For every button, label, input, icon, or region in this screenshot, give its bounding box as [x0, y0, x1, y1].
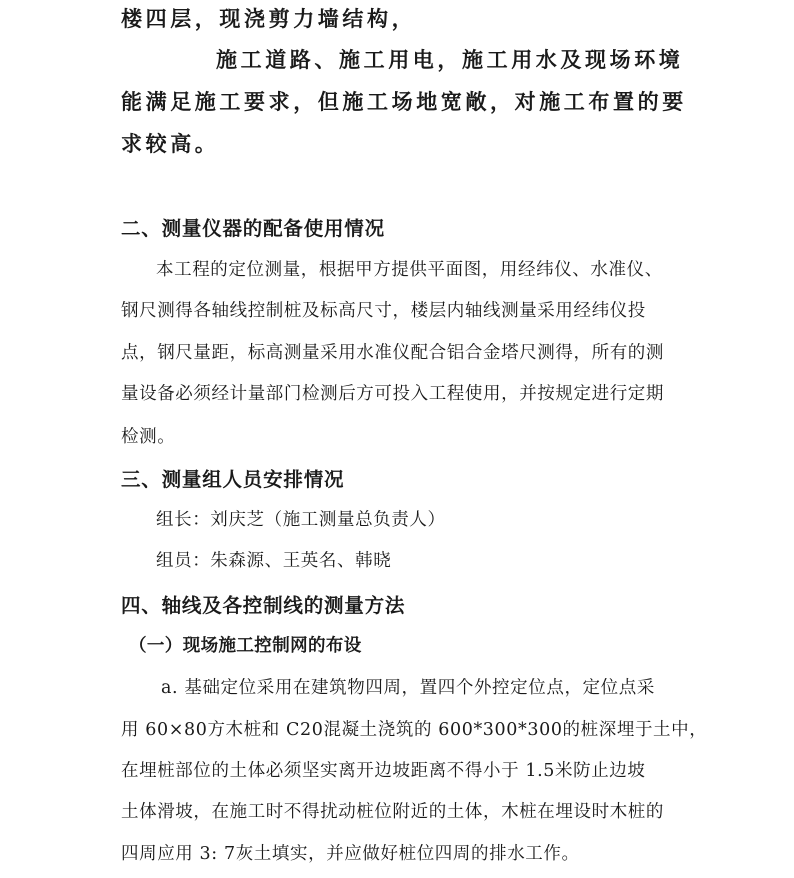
- section-4-line-5: 四周应用 3: 7灰土填实，并应做好桩位四周的排水工作。: [121, 844, 580, 864]
- section-3-heading: 三、测量组人员安排情况: [121, 468, 345, 491]
- section-4-line-1: a. 基础定位采用在建筑物四周，置四个外控定位点，定位点采: [161, 678, 655, 698]
- intro-line-1: 楼四层，现浇剪力墙结构，: [121, 7, 417, 31]
- section-2-line-3: 点，钢尺量距，标高测量采用水准仪配合铝合金塔尺测得，所有的测: [121, 343, 664, 363]
- section-4-line-2: 用 60×80方木桩和 C20混凝土浇筑的 600*300*300的桩深埋于土中，: [121, 720, 708, 740]
- section-3-leader: 组长：刘庆芝（施工测量总负责人）: [156, 510, 446, 530]
- section-2-line-2: 钢尺测得各轴线控制桩及标高尺寸，楼层内轴线测量采用经纬仪投: [121, 301, 646, 321]
- section-4-line-3: 在埋桩部位的土体必须坚实离开边坡距离不得小于 1.5米防止边坡: [121, 761, 646, 781]
- intro-line-2: 施工道路、施工用电，施工用水及现场环境: [216, 48, 684, 72]
- intro-line-4: 求较高。: [121, 132, 220, 156]
- section-2-heading: 二、测量仪器的配备使用情况: [121, 217, 385, 240]
- intro-line-3: 能满足施工要求，但施工场地宽敞，对施工布置的要: [121, 90, 687, 114]
- section-2-line-5: 检测。: [121, 427, 176, 447]
- section-2-line-4: 量设备必须经计量部门检测后方可投入工程使用，并按规定进行定期: [121, 384, 664, 404]
- section-2-line-1: 本工程的定位测量，根据甲方提供平面图，用经纬仪、水准仪、: [156, 260, 663, 280]
- section-3-members: 组员：朱森源、王英名、韩晓: [156, 551, 392, 571]
- section-4-line-4: 土体滑坡，在施工时不得扰动桩位附近的土体，木桩在埋设时木桩的: [121, 802, 664, 822]
- section-4-subheading: （一）现场施工控制网的布设: [129, 636, 362, 656]
- section-4-heading: 四、轴线及各控制线的测量方法: [121, 594, 406, 617]
